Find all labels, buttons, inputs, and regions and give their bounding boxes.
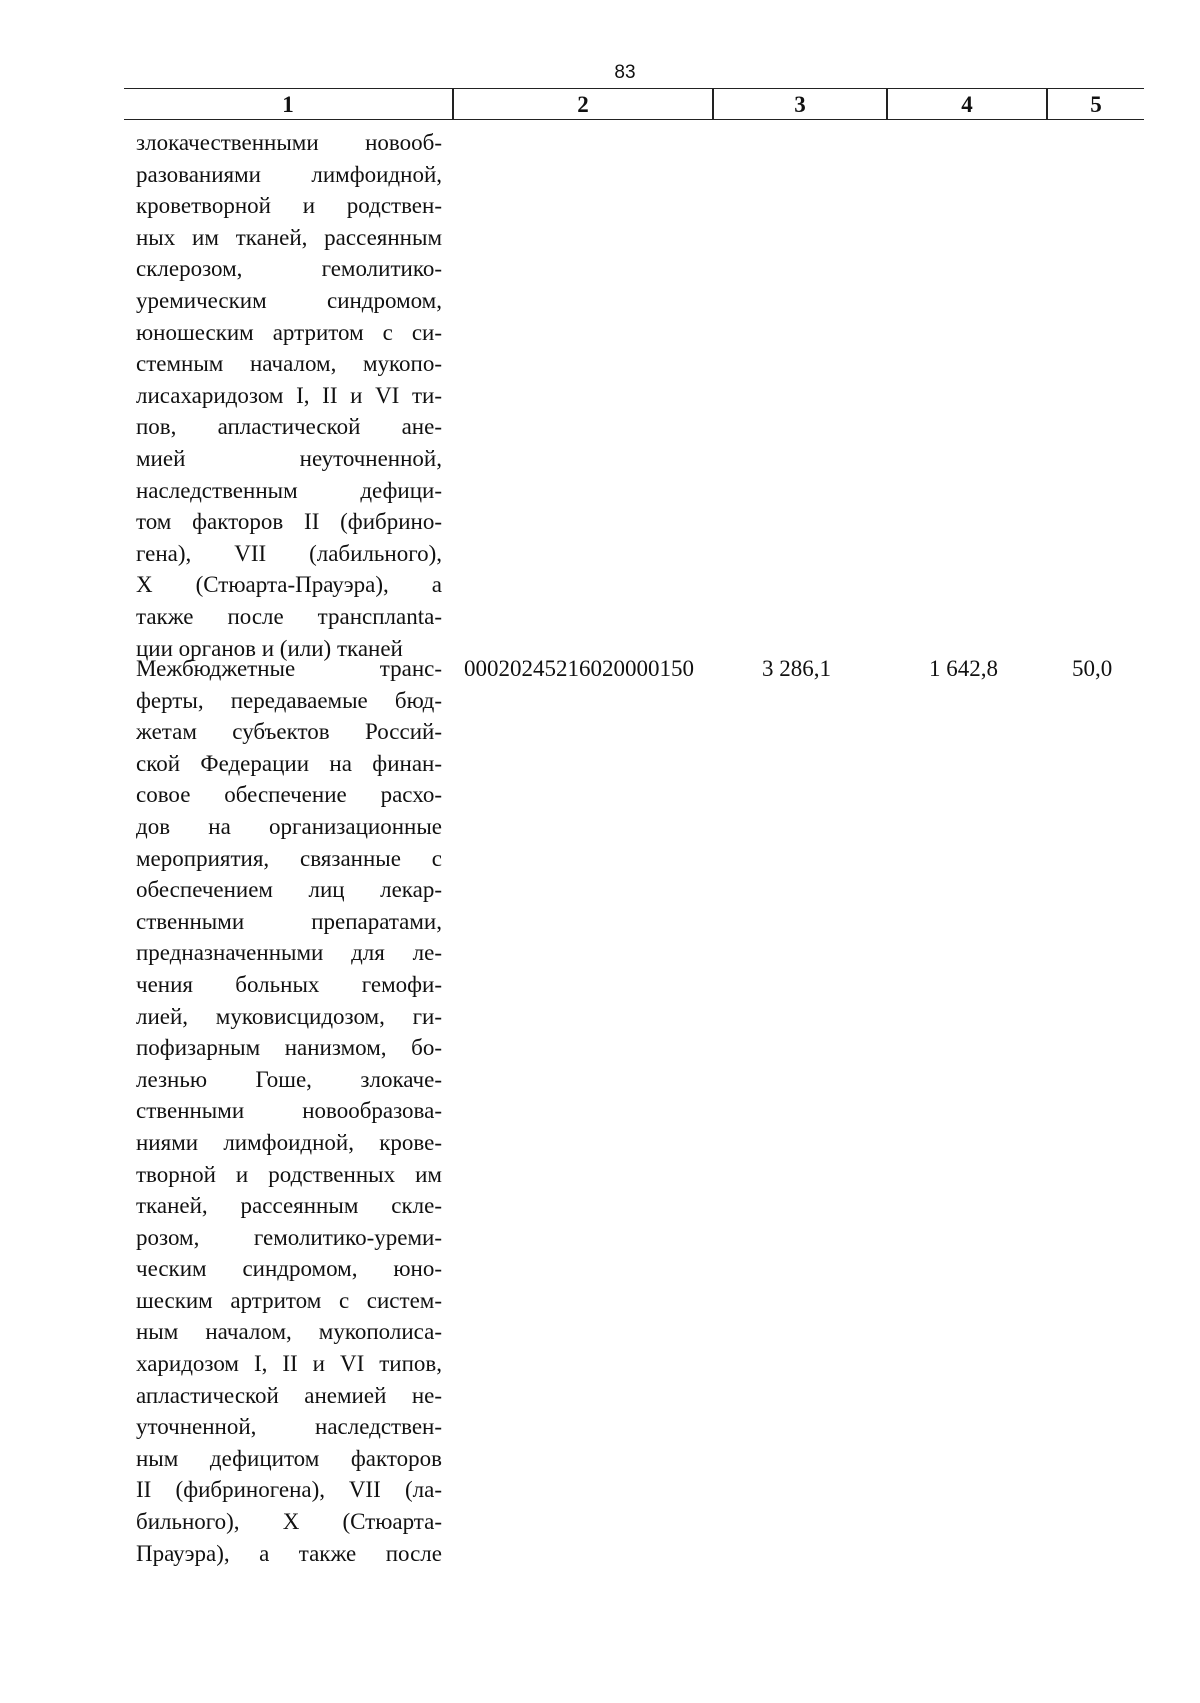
text-line: ственными новообразова- [136,1098,442,1124]
text-line: пофизарным нанизмом, бо- [136,1035,442,1061]
text-line: пов, апластической ане- [136,414,442,440]
text-line: ции органов и (или) тканей [136,635,403,661]
text-line: жетам субъектов Россий- [136,719,442,745]
text-line: лезнью Гоше, злокаче- [136,1066,442,1092]
text-line: ферты, передаваемые бюд- [136,687,442,713]
text-line: гена), VII (лабильного), [136,540,442,566]
text-line: тканей, рассеянным скле- [136,1193,442,1219]
text-line: кроветворной и родствен- [136,193,442,219]
column-header-1: 1 [282,92,294,117]
text-line: предназначенными для ле- [136,940,442,966]
text-line: II (фибриногена), VII (ла- [136,1477,442,1503]
column-header-3: 3 [794,92,806,117]
text-line: ской Федерации на финан- [136,750,442,776]
text-line: дов на организационные [136,813,442,839]
text-line: чения больных гемофи- [136,971,442,997]
row-2-description [136,653,442,1569]
text-line: разованиями лимфоидной, [136,161,442,187]
text-line: ным началом, мукополиса- [136,1319,442,1345]
text-line: апластической анемией не- [136,1382,442,1408]
text-line: розом, гемолитико-уреми- [136,1224,442,1250]
text-line: творной и родственных им [136,1161,442,1187]
text-line: мией неуточненной, [136,445,442,471]
text-line: склерозом, гемолитико- [136,256,442,282]
text-line: харидозом I, II и VI типов, [136,1351,442,1377]
column-header-5: 5 [1090,92,1102,117]
column-3-value: 3 286,1 [762,656,831,681]
text-line: X (Стюарта-Прауэра), а [136,572,442,598]
text-line: лией, муковисцидозом, ги- [136,1003,442,1029]
column-5-value: 50,0 [1072,656,1113,681]
row-1-description [136,127,442,664]
text-line: Межбюджетные транс- [136,656,442,681]
column-header-4: 4 [961,92,973,117]
text-line: шеским артритом с систем- [136,1287,442,1313]
column-header-2: 2 [577,92,589,117]
text-line: ных им тканей, рассеянным [136,224,442,250]
text-line: стемным началом, мукопо- [136,351,442,377]
text-line: ниями лимфоидной, крове- [136,1129,442,1155]
text-line: наследственным дефици- [136,477,442,503]
text-line: ственными препаратами, [136,908,442,934]
budget-classification-code: 00020245216020000150 [464,656,694,681]
text-line: уремическим синдромом, [136,287,442,313]
text-line: обеспечением лиц лекар- [136,877,442,903]
page-number: 83 [614,62,636,83]
text-line: юношеским артритом с си- [136,319,442,345]
text-line: Прауэра), а также после [136,1540,442,1566]
text-line: ческим синдромом, юно- [136,1256,442,1282]
column-4-value: 1 642,8 [929,656,998,681]
text-line: ным дефицитом факторов [136,1445,442,1471]
text-line: мероприятия, связанные с [136,845,442,871]
text-line: также после трансплanta- [136,603,442,629]
text-line: уточненной, наследствен- [136,1414,442,1440]
text-line: том факторов II (фибрино- [136,509,442,535]
table-header [124,88,1144,120]
text-line: злокачественными новооб- [136,130,442,155]
text-line: бильного), X (Стюарта- [136,1509,442,1535]
text-line: лисахаридозом I, II и VI ти- [136,382,442,408]
text-line: совое обеспечение расхо- [136,782,442,808]
